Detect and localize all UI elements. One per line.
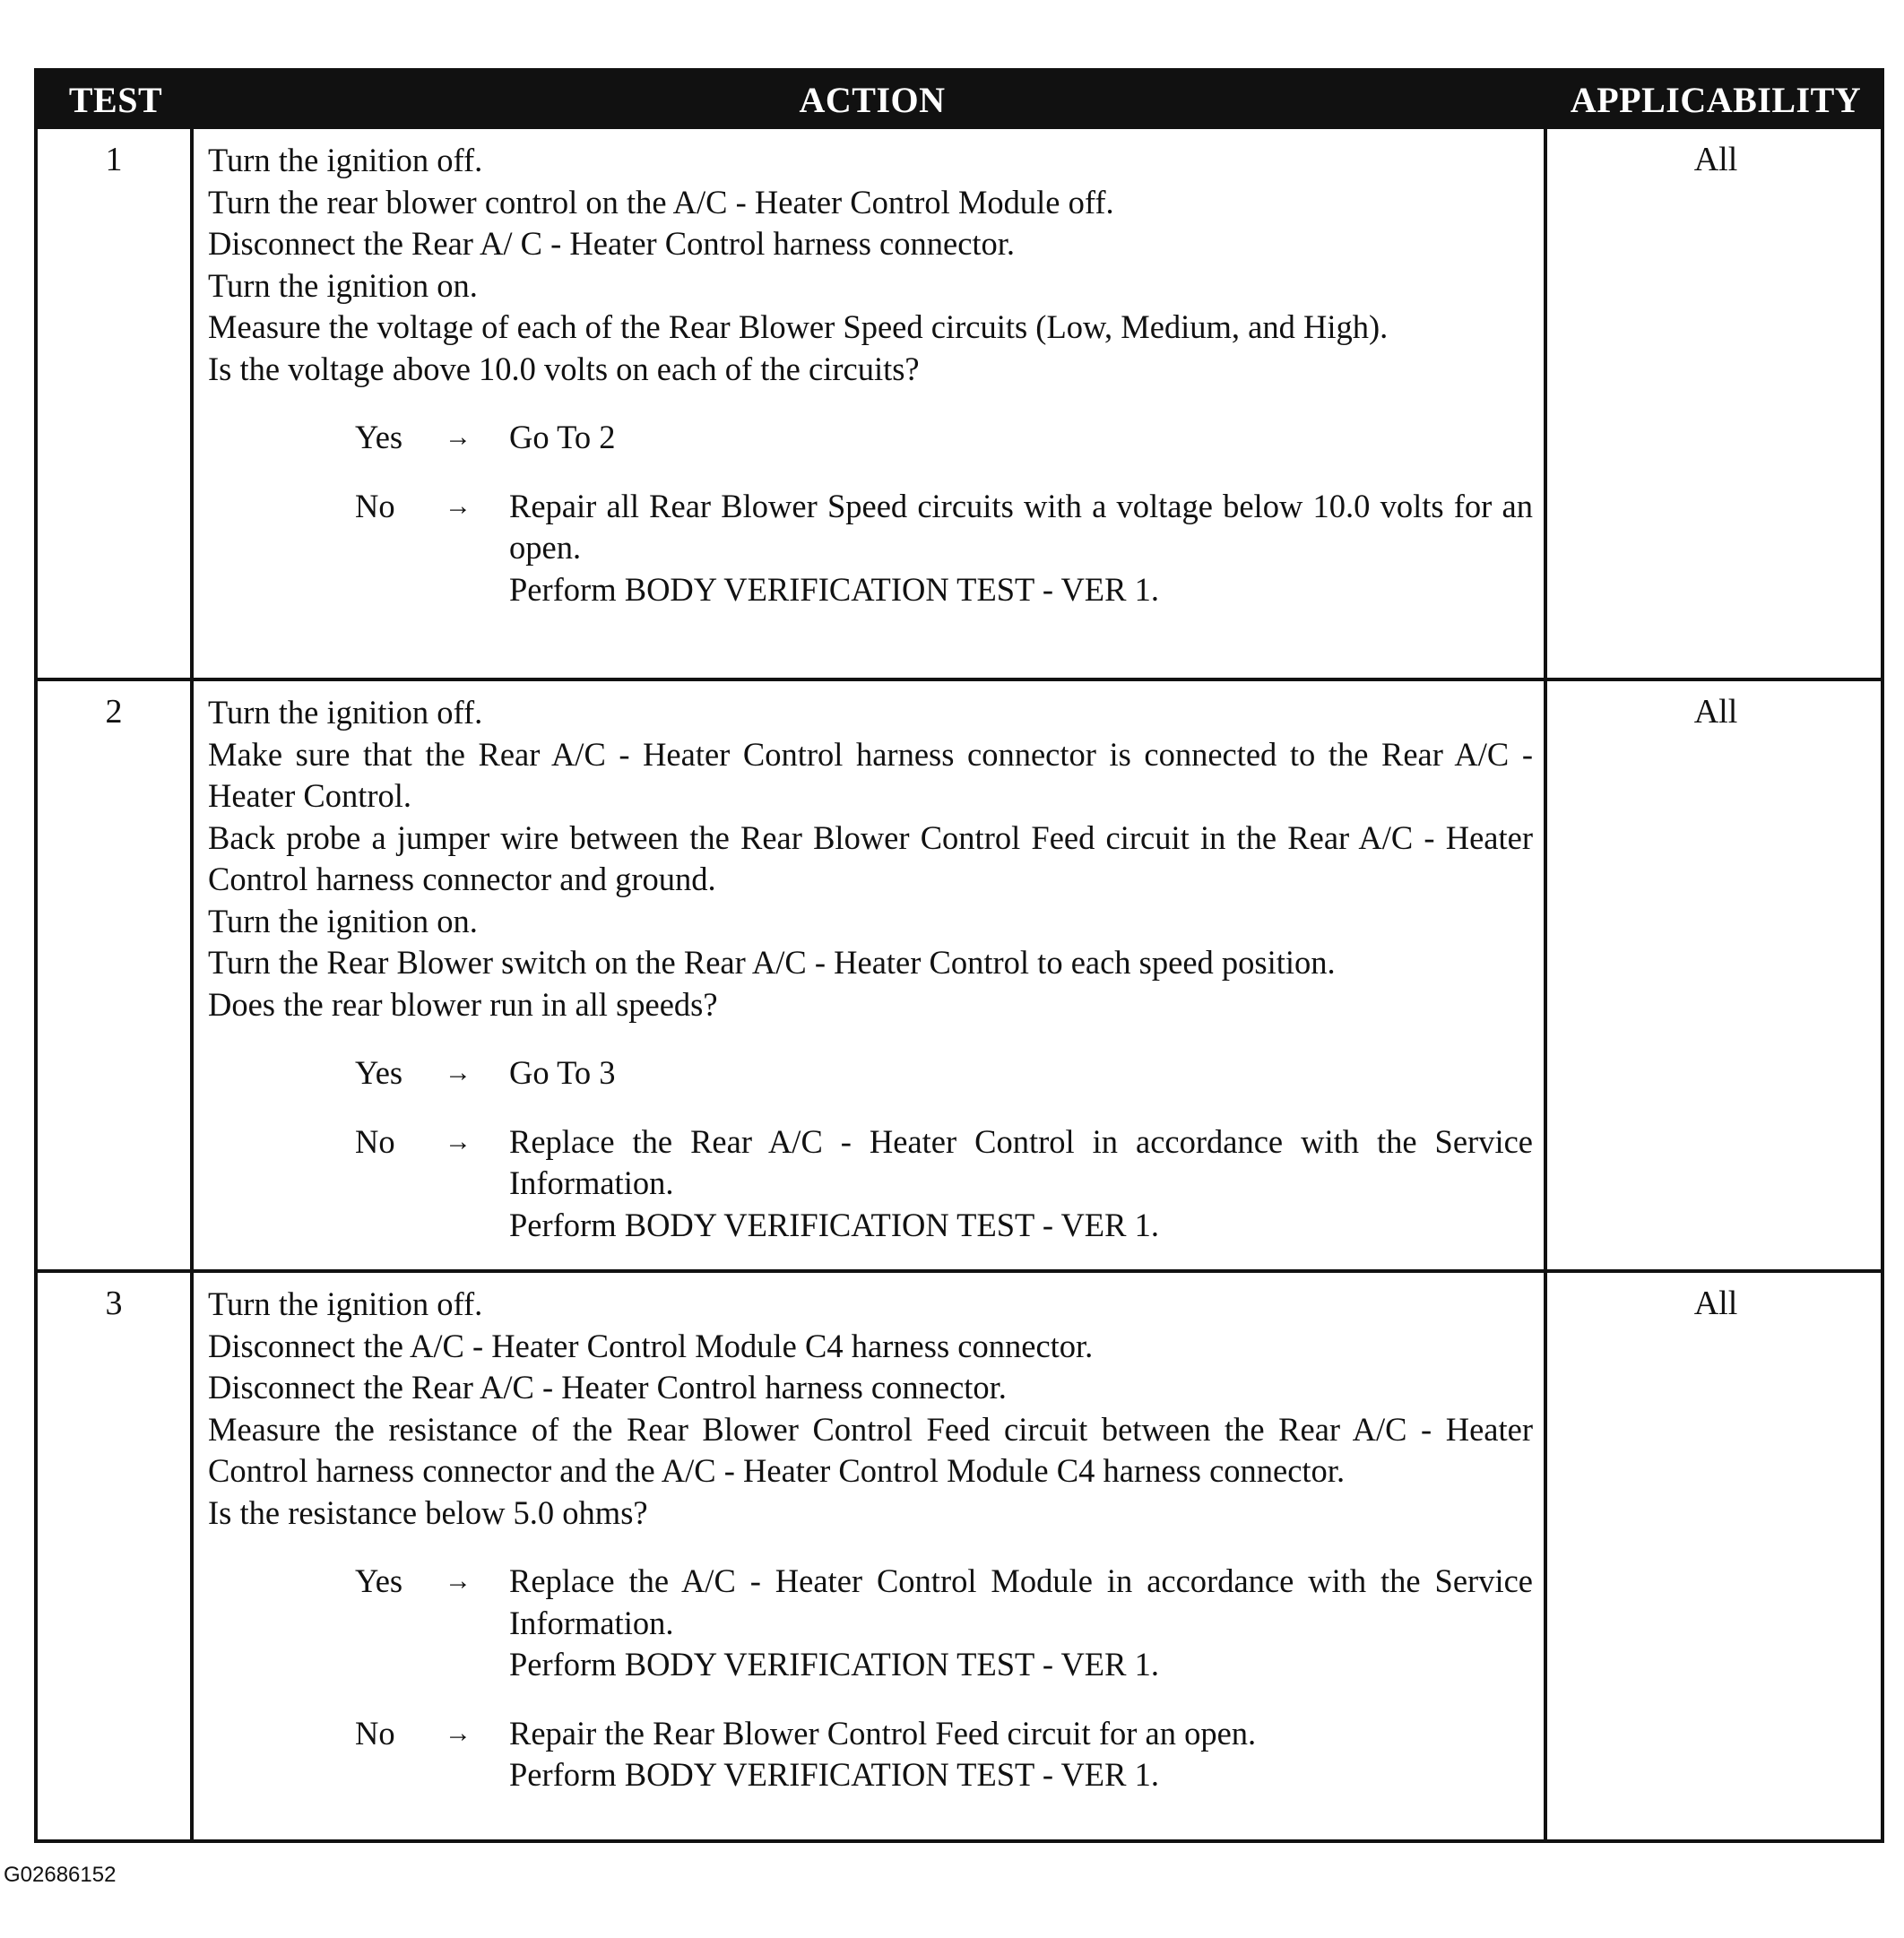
action-step: Disconnect the A/C - Heater Control Module C4 harness connector.: [208, 1327, 1094, 1364]
outcome-label: Yes: [355, 419, 403, 455]
action-step: Back probe a jumper wire between the Rear Blower Control Feed circuit in the Rear A/C - Heater Control harness connector and ground.: [208, 818, 1533, 897]
table-row: [38, 678, 1881, 1269]
arrow-right-icon: →: [445, 1717, 472, 1748]
outcome-yes: [208, 1561, 1533, 1686]
outcome-line: Perform BODY VERIFICATION TEST - VER 1.: [509, 1756, 1159, 1793]
action-cell: [197, 1273, 1547, 1839]
test-number: 1: [38, 129, 194, 678]
header-action: ACTION: [799, 80, 946, 120]
action-step: Turn the ignition on.: [208, 266, 478, 304]
action-step: Does the rear blower run in all speeds?: [208, 985, 718, 1023]
action-step: Turn the ignition off.: [208, 694, 483, 731]
action-step: Is the resistance below 5.0 ohms?: [208, 1493, 648, 1531]
outcome-no: [208, 1121, 1533, 1247]
outcome-text: [509, 486, 1533, 611]
test-number: 3: [38, 1273, 194, 1839]
action-cell: [197, 681, 1547, 1269]
outcome-text: [509, 1561, 1533, 1686]
arrow-right-icon: →: [445, 1126, 472, 1156]
table-row: [38, 129, 1881, 678]
action-cell: [197, 129, 1547, 678]
action-step: Measure the voltage of each of the Rear Blower Speed circuits (Low, Medium, and High).: [208, 308, 1389, 345]
outcome-line: Perform BODY VERIFICATION TEST - VER 1.: [509, 1646, 1159, 1683]
applicability-cell: All: [1693, 1285, 1738, 1322]
table-header: [38, 72, 1881, 129]
outcome-line: Replace the Rear A/C - Heater Control in accordance with the Service Information.: [509, 1122, 1533, 1201]
action-step: Turn the ignition on.: [208, 902, 478, 939]
action-step: Disconnect the Rear A/C - Heater Control harness connector.: [208, 1369, 1007, 1406]
outcome-text: [509, 1121, 1533, 1247]
applicability-cell: All: [1693, 693, 1738, 731]
outcome-text: [509, 1713, 1533, 1796]
action-step: Is the voltage above 10.0 volts on each of the circuits?: [208, 350, 920, 387]
outcome-text: [509, 1052, 1533, 1094]
outcome-label: Yes: [355, 1562, 403, 1599]
outcome-no: [208, 1713, 1533, 1796]
outcome-line: Repair the Rear Blower Control Feed circuit for an open.: [509, 1714, 1257, 1752]
outcome-no: [208, 486, 1533, 611]
outcome-line: Go To 2: [509, 419, 616, 455]
outcome-line: Go To 3: [509, 1054, 616, 1091]
header-applicability: APPLICABILITY: [1570, 80, 1862, 120]
applicability-cell: All: [1693, 141, 1738, 178]
diagnostic-test-table: [34, 68, 1884, 1843]
action-step: Turn the rear blower control on the A/C - Heater Control Module off.: [208, 183, 1114, 221]
table-row: [38, 1269, 1881, 1839]
outcome-label: Yes: [355, 1054, 403, 1091]
outcome-label: No: [355, 487, 395, 524]
action-step: Turn the ignition off.: [208, 1285, 483, 1322]
outcome-label: No: [355, 1122, 395, 1160]
action-step: Turn the ignition off.: [208, 142, 483, 178]
figure-id: G02686152: [4, 1863, 117, 1887]
action-step: Disconnect the Rear A/ C - Heater Control harness connector.: [208, 225, 1016, 262]
outcome-yes: [208, 417, 1533, 459]
outcome-text: [509, 417, 1533, 459]
outcome-yes: [208, 1052, 1533, 1094]
outcome-line: Perform BODY VERIFICATION TEST - VER 1.: [509, 570, 1159, 608]
outcome-label: No: [355, 1714, 395, 1752]
outcome-line: Replace the A/C - Heater Control Module in accordance with the Service Information.: [509, 1562, 1533, 1641]
arrow-right-icon: →: [445, 1058, 472, 1087]
arrow-right-icon: →: [445, 490, 472, 521]
action-step: Make sure that the Rear A/C - Heater Control harness connector is connected to the Rear A/C - Heater Control.: [208, 735, 1533, 814]
arrow-right-icon: →: [445, 1566, 472, 1596]
header-test: TEST: [68, 80, 163, 120]
outcome-line: Perform BODY VERIFICATION TEST - VER 1.: [509, 1206, 1159, 1243]
test-number: 2: [38, 681, 194, 1269]
arrow-right-icon: →: [445, 422, 472, 452]
action-step: Turn the Rear Blower switch on the Rear A/C - Heater Control to each speed position.: [208, 944, 1336, 981]
action-step: Measure the resistance of the Rear Blower Control Feed circuit between the Rear A/C - Heater Control harness connector and the A/C - Heater Control Module C4 harness connector.: [208, 1410, 1533, 1489]
outcome-line: Repair all Rear Blower Speed circuits with a voltage below 10.0 volts for an open.: [509, 487, 1533, 566]
